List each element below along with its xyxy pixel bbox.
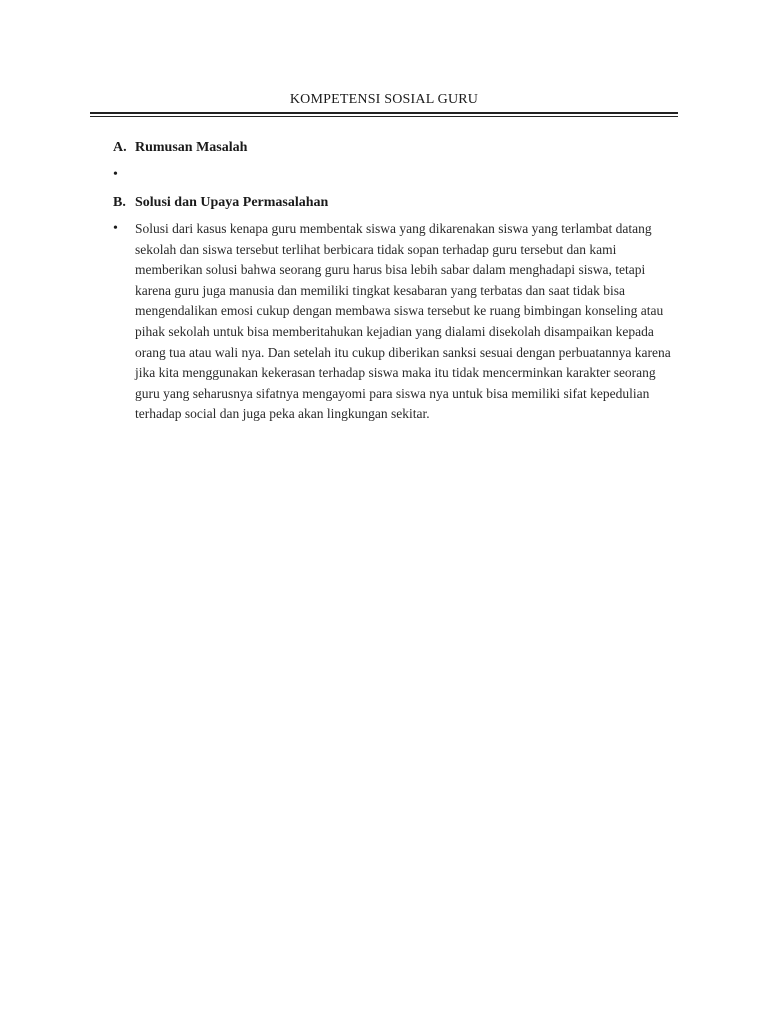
section-a-heading [113, 140, 247, 156]
title-divider [90, 112, 678, 117]
section-a-bullet: • [113, 167, 118, 182]
section-b-heading [113, 195, 328, 211]
section-a-title: Rumusan Masalah [135, 140, 248, 155]
document-title: KOMPETENSI SOSIAL GURU [289, 92, 479, 107]
section-b-bullet: • [113, 221, 118, 236]
section-a-letter: A. [113, 140, 127, 155]
section-b-letter: B. [113, 195, 126, 210]
section-b-paragraph: Solusi dari kasus kenapa guru membentak siswa yang dikarenakan siswa yang terlambat datang sekolah dan siswa tersebut terlihat berbicara tidak sopan terhadap guru tersebut dan kami memberikan solusi bahwa seorang guru harus bisa lebih sabar dalam menghadapi siswa, tetapi karena guru juga manusia dan memiliki tingkat kesabaran yang terbatas dan saat tidak bisa mengendalikan emosi cukup dengan membawa siswa tersebut ke ruang bimbingan konseling atau pihak sekolah untuk bisa memberitahukan kejadian yang dialami disekolah disampaikan kepada orang tua atau wali nya. Dan setelah itu cukup diberikan sanksi sesuai dengan perbuatannya karena jika kita menggunakan kekerasan terhadap siswa maka itu tidak mencerminkan karakter seorang guru yang seharusnya sifatnya mengayomi para siswa nya untuk bisa memiliki sifat kepedulian terhadap social dan juga peka akan lingkungan sekitar. [135, 221, 671, 422]
section-b-title: Solusi dan Upaya Permasalahan [135, 195, 329, 210]
